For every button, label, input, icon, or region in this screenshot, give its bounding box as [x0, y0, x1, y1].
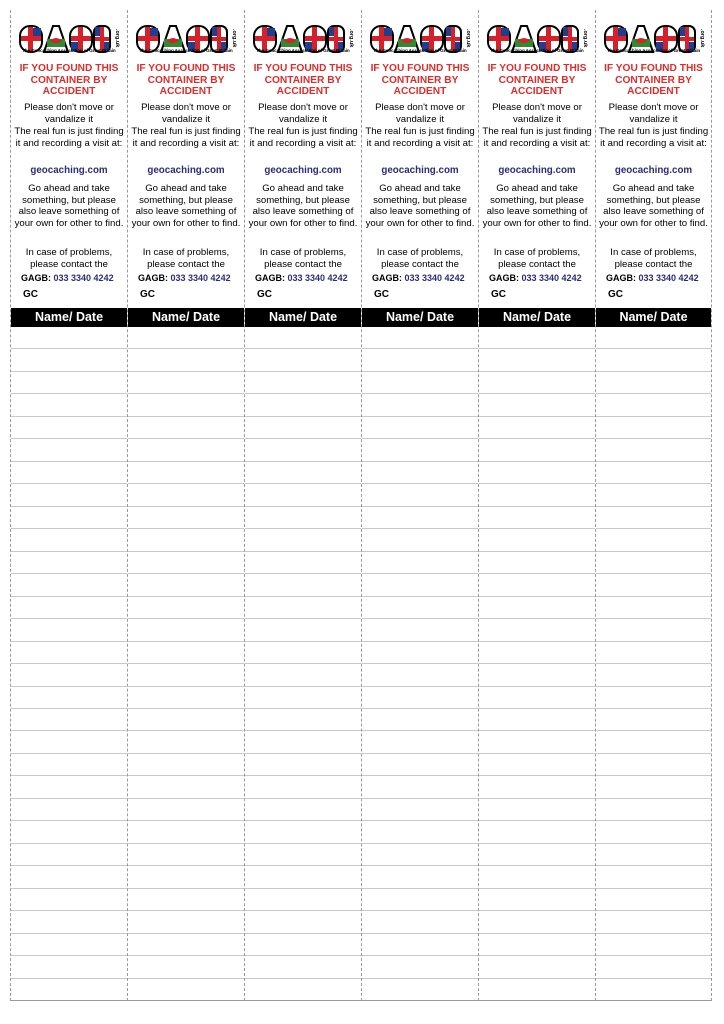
logo-subtitle: The Geocaching Association of Great Britain	[256, 48, 350, 53]
log-entry-row[interactable]	[362, 956, 478, 978]
problems-text: In case of problems, please contact the	[259, 247, 347, 270]
log-entry-row[interactable]	[596, 844, 711, 866]
log-entry-row[interactable]	[128, 619, 244, 641]
log-entry-row[interactable]	[596, 889, 711, 911]
website-link[interactable]: geocaching.com	[498, 165, 576, 176]
log-entry-row[interactable]	[362, 866, 478, 888]
log-entry-row[interactable]	[596, 529, 711, 551]
log-entry-row[interactable]	[11, 687, 127, 709]
warning-heading: IF YOU FOUND THIS CONTAINER BY ACCIDENT	[604, 63, 703, 97]
name-date-header: Name/ Date	[596, 308, 711, 327]
log-entry-row[interactable]	[362, 529, 478, 551]
log-entry-row[interactable]	[362, 687, 478, 709]
log-entry-row[interactable]	[128, 687, 244, 709]
log-entry-row[interactable]	[479, 327, 595, 349]
log-entry-row[interactable]	[479, 687, 595, 709]
please-text: Please don't move or vandalize it	[608, 102, 699, 125]
log-entry-row[interactable]	[596, 417, 711, 439]
log-entry-row[interactable]	[11, 642, 127, 664]
log-entry-row[interactable]	[479, 619, 595, 641]
log-entry-row[interactable]	[596, 552, 711, 574]
problems-text: In case of problems, please contact the	[25, 247, 113, 270]
log-entry-row[interactable]	[128, 664, 244, 686]
problems-text: In case of problems, please contact the	[376, 247, 464, 270]
logo-subtitle: The Geocaching Association of Great Britain	[606, 48, 701, 53]
log-entry-row[interactable]	[362, 507, 478, 529]
take-text: Go ahead and take something, but please also leave something of your own for other to find.	[365, 183, 475, 229]
log-entry-row[interactable]	[245, 731, 361, 753]
log-entry-row[interactable]	[128, 439, 244, 461]
log-entry-row[interactable]	[479, 552, 595, 574]
gagb-label: GAGB:	[255, 273, 285, 283]
log-entry-row[interactable]	[479, 574, 595, 596]
log-entry-row[interactable]	[11, 349, 127, 371]
log-entry-row[interactable]	[479, 911, 595, 933]
log-entry-row[interactable]	[11, 709, 127, 731]
log-entry-row[interactable]	[245, 529, 361, 551]
log-entry-row[interactable]	[362, 731, 478, 753]
log-entry-row[interactable]	[479, 956, 595, 978]
log-entry-row[interactable]	[128, 597, 244, 619]
please-text: Please don't move or vandalize it	[141, 102, 231, 125]
log-entry-row[interactable]	[479, 821, 595, 843]
log-entry-row[interactable]	[245, 484, 361, 506]
log-entry-row[interactable]	[245, 417, 361, 439]
logo-tag: .org.uk	[465, 29, 471, 48]
logo-subtitle: The Geocaching Association of Great Britain	[490, 48, 584, 53]
log-entry-row[interactable]	[11, 776, 127, 798]
log-entry-row[interactable]	[479, 484, 595, 506]
log-rows	[11, 327, 127, 1001]
log-entry-row[interactable]	[245, 462, 361, 484]
log-entry-row[interactable]	[128, 709, 244, 731]
log-entry-row[interactable]	[596, 484, 711, 506]
log-entry-row[interactable]	[11, 597, 127, 619]
log-entry-row[interactable]	[245, 327, 361, 349]
log-entry-row[interactable]	[128, 956, 244, 978]
log-entry-row[interactable]	[11, 754, 127, 776]
log-entry-row[interactable]	[596, 597, 711, 619]
log-entry-row[interactable]	[479, 754, 595, 776]
log-entry-row[interactable]	[128, 911, 244, 933]
log-entry-row[interactable]	[362, 484, 478, 506]
gc-code-label: GC	[374, 289, 389, 300]
log-entry-row[interactable]	[362, 552, 478, 574]
log-entry-row[interactable]	[245, 394, 361, 416]
log-entry-row[interactable]	[128, 799, 244, 821]
log-entry-row[interactable]	[596, 821, 711, 843]
phone-number: 033 3340 4242	[404, 273, 465, 283]
log-entry-row[interactable]	[479, 642, 595, 664]
contact-line	[372, 273, 465, 283]
logo-tag: .org.uk	[582, 29, 588, 48]
log-entry-row[interactable]	[362, 619, 478, 641]
fun-text: The real fun is just finding it and recording a visit at:	[14, 126, 124, 149]
log-entry-row[interactable]	[362, 844, 478, 866]
log-entry-row[interactable]	[11, 439, 127, 461]
name-date-header: Name/ Date	[362, 308, 478, 327]
warning-heading: IF YOU FOUND THIS CONTAINER BY ACCIDENT	[370, 63, 470, 97]
gagb-label: GAGB:	[372, 273, 402, 283]
log-entry-row[interactable]	[128, 731, 244, 753]
log-entry-row[interactable]	[362, 417, 478, 439]
log-entry-row[interactable]	[128, 327, 244, 349]
logo-subtitle: The Geocaching Association of Great Britain	[139, 48, 233, 53]
log-entry-row[interactable]	[245, 776, 361, 798]
log-entry-row[interactable]	[479, 349, 595, 371]
log-entry-row[interactable]	[245, 799, 361, 821]
log-column	[596, 10, 712, 1001]
log-entry-row[interactable]	[479, 776, 595, 798]
log-entry-row[interactable]	[11, 911, 127, 933]
please-text: Please don't move or vandalize it	[24, 102, 114, 125]
log-entry-row[interactable]	[362, 642, 478, 664]
log-entry-row[interactable]	[245, 664, 361, 686]
phone-number: 033 3340 4242	[170, 273, 231, 283]
fun-text: The real fun is just finding it and recording a visit at:	[248, 126, 358, 149]
log-entry-row[interactable]	[11, 731, 127, 753]
log-entry-row[interactable]	[128, 349, 244, 371]
logo-tag: .org.uk	[699, 29, 705, 48]
log-entry-row[interactable]	[11, 619, 127, 641]
website-link[interactable]: geocaching.com	[614, 165, 693, 176]
warning-heading: IF YOU FOUND THIS CONTAINER BY ACCIDENT	[136, 63, 236, 97]
log-entry-row[interactable]	[479, 439, 595, 461]
log-entry-row[interactable]	[128, 529, 244, 551]
problems-text: In case of problems, please contact the	[493, 247, 581, 270]
log-entry-row[interactable]	[479, 372, 595, 394]
fun-text: The real fun is just finding it and recording a visit at:	[598, 126, 709, 149]
log-entry-row[interactable]	[128, 462, 244, 484]
log-rows	[479, 327, 595, 1001]
website-link[interactable]: geocaching.com	[30, 165, 108, 176]
fun-text: The real fun is just finding it and recording a visit at:	[482, 126, 592, 149]
log-entry-row[interactable]	[362, 372, 478, 394]
log-entry-row[interactable]	[479, 529, 595, 551]
log-entry-row[interactable]	[128, 754, 244, 776]
log-entry-row[interactable]	[245, 597, 361, 619]
log-entry-row[interactable]	[128, 507, 244, 529]
warning-heading: IF YOU FOUND THIS CONTAINER BY ACCIDENT	[253, 63, 353, 97]
log-entry-row[interactable]	[245, 619, 361, 641]
log-entry-row[interactable]	[596, 327, 711, 349]
log-entry-row[interactable]	[11, 484, 127, 506]
log-entry-row[interactable]	[245, 709, 361, 731]
name-date-header: Name/ Date	[479, 308, 595, 327]
log-entry-row[interactable]	[596, 934, 711, 956]
log-entry-row[interactable]	[128, 574, 244, 596]
logo-tag: .org.uk	[114, 29, 120, 48]
log-entry-row[interactable]	[245, 866, 361, 888]
log-entry-row[interactable]	[245, 552, 361, 574]
log-rows	[596, 327, 711, 1001]
log-entry-row[interactable]	[11, 462, 127, 484]
logo-subtitle: The Geocaching Association of Great Britain	[22, 48, 116, 53]
log-entry-row[interactable]	[479, 889, 595, 911]
log-entry-row[interactable]	[11, 394, 127, 416]
log-entry-row[interactable]	[479, 709, 595, 731]
log-entry-row[interactable]	[11, 889, 127, 911]
log-entry-row[interactable]	[245, 507, 361, 529]
info-card	[128, 10, 244, 306]
log-entry-row[interactable]	[245, 934, 361, 956]
log-entry-row[interactable]	[479, 597, 595, 619]
please-text: Please don't move or vandalize it	[375, 102, 465, 125]
contact-line	[21, 273, 114, 283]
log-entry-row[interactable]	[245, 642, 361, 664]
log-entry-row[interactable]	[128, 979, 244, 1001]
log-entry-row[interactable]	[479, 799, 595, 821]
log-entry-row[interactable]	[245, 911, 361, 933]
problems-text: In case of problems, please contact the	[142, 247, 230, 270]
fun-text: The real fun is just finding it and recording a visit at:	[131, 126, 241, 149]
log-entry-row[interactable]	[11, 934, 127, 956]
warning-heading: IF YOU FOUND THIS CONTAINER BY ACCIDENT	[19, 63, 119, 97]
log-entry-row[interactable]	[596, 349, 711, 371]
log-entry-row[interactable]	[362, 776, 478, 798]
log-entry-row[interactable]	[11, 956, 127, 978]
log-entry-row[interactable]	[128, 889, 244, 911]
please-text: Please don't move or vandalize it	[492, 102, 582, 125]
log-entry-row[interactable]	[596, 754, 711, 776]
log-rows	[362, 327, 478, 1001]
log-entry-row[interactable]	[596, 979, 711, 1001]
log-entry-row[interactable]	[362, 664, 478, 686]
log-entry-row[interactable]	[479, 462, 595, 484]
name-date-header: Name/ Date	[11, 308, 127, 327]
log-entry-row[interactable]	[11, 372, 127, 394]
log-entry-row[interactable]	[362, 799, 478, 821]
name-date-header: Name/ Date	[128, 308, 244, 327]
gagb-label: GAGB:	[21, 273, 51, 283]
log-column	[479, 10, 596, 1001]
gc-code-label: GC	[140, 289, 155, 300]
log-entry-row[interactable]	[245, 687, 361, 709]
name-date-header: Name/ Date	[245, 308, 361, 327]
take-text: Go ahead and take something, but please also leave something of your own for other to find.	[599, 183, 708, 229]
fun-text: The real fun is just finding it and recording a visit at:	[365, 126, 475, 149]
contact-line	[606, 273, 699, 283]
log-entry-row[interactable]	[362, 439, 478, 461]
log-entry-row[interactable]	[245, 844, 361, 866]
log-entry-row[interactable]	[479, 417, 595, 439]
take-text: Go ahead and take something, but please also leave something of your own for other to find.	[482, 183, 592, 229]
log-entry-row[interactable]	[362, 979, 478, 1001]
log-entry-row[interactable]	[11, 664, 127, 686]
log-entry-row[interactable]	[128, 821, 244, 843]
log-rows	[128, 327, 244, 1001]
log-entry-row[interactable]	[128, 934, 244, 956]
log-entry-row[interactable]	[362, 911, 478, 933]
take-text: Go ahead and take something, but please also leave something of your own for other to find.	[14, 183, 124, 229]
log-entry-row[interactable]	[362, 754, 478, 776]
log-entry-row[interactable]	[596, 642, 711, 664]
log-entry-row[interactable]	[479, 664, 595, 686]
log-entry-row[interactable]	[362, 821, 478, 843]
log-entry-row[interactable]	[362, 574, 478, 596]
log-entry-row[interactable]	[128, 642, 244, 664]
log-entry-row[interactable]	[596, 776, 711, 798]
gagb-label: GAGB:	[606, 273, 636, 283]
log-entry-row[interactable]	[11, 979, 127, 1001]
phone-number: 033 3340 4242	[521, 273, 582, 283]
phone-number: 033 3340 4242	[287, 273, 348, 283]
log-entry-row[interactable]	[596, 709, 711, 731]
log-entry-row[interactable]	[362, 597, 478, 619]
log-entry-row[interactable]	[11, 821, 127, 843]
warning-heading: IF YOU FOUND THIS CONTAINER BY ACCIDENT	[487, 63, 587, 97]
log-entry-row[interactable]	[245, 372, 361, 394]
logbook-sheet	[10, 10, 715, 1001]
log-entry-row[interactable]	[596, 439, 711, 461]
log-entry-row[interactable]	[479, 934, 595, 956]
logo-tag: .org.uk	[231, 29, 237, 48]
log-entry-row[interactable]	[11, 866, 127, 888]
logo-subtitle: The Geocaching Association of Great Britain	[373, 48, 467, 53]
log-entry-row[interactable]	[128, 844, 244, 866]
log-column	[245, 10, 362, 1001]
log-entry-row[interactable]	[245, 439, 361, 461]
log-entry-row[interactable]	[128, 372, 244, 394]
log-entry-row[interactable]	[362, 889, 478, 911]
gagb-label: GAGB:	[489, 273, 519, 283]
log-entry-row[interactable]	[11, 844, 127, 866]
log-column	[128, 10, 245, 1001]
log-entry-row[interactable]	[596, 664, 711, 686]
log-entry-row[interactable]	[596, 911, 711, 933]
phone-number: 033 3340 4242	[638, 273, 699, 283]
log-entry-row[interactable]	[362, 934, 478, 956]
log-entry-row[interactable]	[479, 394, 595, 416]
log-entry-row[interactable]	[11, 327, 127, 349]
log-entry-row[interactable]	[11, 552, 127, 574]
log-entry-row[interactable]	[596, 731, 711, 753]
log-entry-row[interactable]	[128, 552, 244, 574]
website-link[interactable]: geocaching.com	[381, 165, 459, 176]
problems-text: In case of problems, please contact the	[610, 247, 697, 270]
gagb-label: GAGB:	[138, 273, 168, 283]
log-column	[362, 10, 479, 1001]
log-rows	[245, 327, 361, 1001]
log-entry-row[interactable]	[11, 507, 127, 529]
please-text: Please don't move or vandalize it	[258, 102, 348, 125]
log-entry-row[interactable]	[479, 866, 595, 888]
log-entry-row[interactable]	[128, 776, 244, 798]
log-entry-row[interactable]	[596, 394, 711, 416]
info-card	[479, 10, 595, 306]
contact-line	[489, 273, 582, 283]
info-card	[596, 10, 711, 306]
log-entry-row[interactable]	[362, 709, 478, 731]
log-entry-row[interactable]	[596, 799, 711, 821]
log-entry-row[interactable]	[362, 349, 478, 371]
log-entry-row[interactable]	[596, 507, 711, 529]
log-entry-row[interactable]	[245, 821, 361, 843]
log-entry-row[interactable]	[479, 731, 595, 753]
info-card	[11, 10, 127, 306]
phone-number: 033 3340 4242	[53, 273, 114, 283]
logo-tag: .org.uk	[348, 29, 354, 48]
website-link[interactable]: geocaching.com	[147, 165, 225, 176]
log-entry-row[interactable]	[128, 866, 244, 888]
log-entry-row[interactable]	[479, 979, 595, 1001]
log-entry-row[interactable]	[362, 394, 478, 416]
gc-code-label: GC	[608, 289, 623, 300]
log-entry-row[interactable]	[245, 574, 361, 596]
log-entry-row[interactable]	[362, 462, 478, 484]
contact-line	[138, 273, 231, 283]
log-entry-row[interactable]	[11, 417, 127, 439]
log-entry-row[interactable]	[245, 889, 361, 911]
log-entry-row[interactable]	[596, 372, 711, 394]
info-card	[245, 10, 361, 306]
log-entry-row[interactable]	[245, 754, 361, 776]
log-entry-row[interactable]	[596, 462, 711, 484]
log-entry-row[interactable]	[128, 394, 244, 416]
log-column	[11, 10, 128, 1001]
log-entry-row[interactable]	[596, 574, 711, 596]
take-text: Go ahead and take something, but please also leave something of your own for other to find.	[131, 183, 241, 229]
gc-code-label: GC	[491, 289, 506, 300]
website-link[interactable]: geocaching.com	[264, 165, 342, 176]
log-entry-row[interactable]	[596, 687, 711, 709]
log-entry-row[interactable]	[245, 979, 361, 1001]
gc-code-label: GC	[257, 289, 272, 300]
log-entry-row[interactable]	[128, 417, 244, 439]
log-entry-row[interactable]	[479, 844, 595, 866]
contact-line	[255, 273, 348, 283]
log-entry-row[interactable]	[479, 507, 595, 529]
take-text: Go ahead and take something, but please also leave something of your own for other to find.	[248, 183, 358, 229]
log-entry-row[interactable]	[11, 529, 127, 551]
log-entry-row[interactable]	[362, 327, 478, 349]
gc-code-label: GC	[23, 289, 38, 300]
info-card	[362, 10, 478, 306]
log-entry-row[interactable]	[596, 619, 711, 641]
log-entry-row[interactable]	[128, 484, 244, 506]
log-entry-row[interactable]	[245, 956, 361, 978]
log-entry-row[interactable]	[596, 866, 711, 888]
log-entry-row[interactable]	[596, 956, 711, 978]
log-entry-row[interactable]	[245, 349, 361, 371]
log-entry-row[interactable]	[11, 574, 127, 596]
log-entry-row[interactable]	[11, 799, 127, 821]
